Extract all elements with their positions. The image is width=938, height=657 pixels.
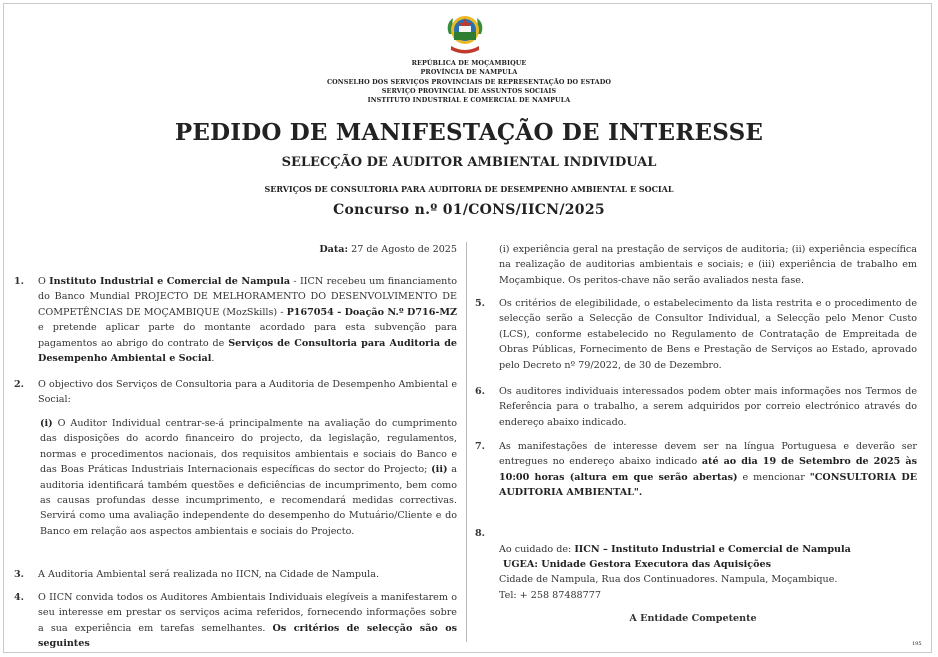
date-label: Data: — [319, 244, 349, 255]
header-line-republic: REPÚBLICA DE MOÇAMBIQUE — [411, 59, 527, 67]
street-line: Cidade de Nampula, Rua dos Continuadores. Nampula, Moçambique. — [499, 574, 838, 586]
header-line-service: SERVIÇO PROVINCIAL DE ASSUNTOS SOCIAIS — [381, 86, 557, 95]
header-line-council: CONSELHO DOS SERVIÇOS PROVINCIAIS DE REPRESENTAÇÃO DO ESTADO — [326, 77, 612, 86]
item-number-1: 1. — [14, 276, 25, 287]
item-5: Os critérios de elegibilidade, o estabelecimento da lista restrita e o procedimento de selecção serão a Selecção de Consultor Individual, a Selecção pelo Menor Custo (LCS), conforme estabelecido no Regulamento de Contratação de Empreitada de Obras Públicas, Fornecimento de Bens e Prestação de Serviços ao Estado, aprovado pelo Decreto nº 79/2022, de 30 de Dezembro. — [499, 298, 917, 371]
item-number-2: 2. — [14, 379, 25, 390]
ugea-line: UGEA: Unidade Gestora Executora das Aquisições — [503, 559, 772, 571]
date-value: 27 de Agosto de 2025 — [351, 244, 457, 255]
item-2: O objectivo dos Serviços de Consultoria para a Auditoria de Desempenho Ambiental e Social: — [38, 379, 457, 406]
concurso-number: Concurso n.º 01/CONS/IICN/2025 — [333, 202, 605, 218]
item-number-5: 5. — [475, 298, 486, 309]
service-line: SERVIÇOS DE CONSULTORIA PARA AUDITORIA DE DESEMPENHO AMBIENTAL E SOCIAL — [264, 184, 674, 194]
page-subtitle: SELECÇÃO DE AUDITOR AMBIENTAL INDIVIDUAL — [281, 155, 657, 170]
care-of-line: Ao cuidado de: IICN – Instituto Industrial e Comercial de Nampula — [499, 544, 851, 555]
item-7: As manifestações de interesse devem ser na língua Portuguesa e deverão ser entregues no endereço abaixo indicado até ao dia 19 de Setembro de 2025 às 10:00 horas (altura em que serão abertas) e mencionar "CONSULTORIA DE AUDITORIA AMBIENTAL". — [499, 441, 918, 499]
header-line-institute: INSTITUTO INDUSTRIAL E COMERCIAL DE NAMPULA — [367, 96, 571, 105]
page-number: 195 — [912, 641, 922, 647]
item-number-8: 8. — [475, 528, 486, 539]
telephone-line: Tel: + 258 87488777 — [499, 589, 601, 601]
header-line-province: PROVÍNCIA DE NAMPULA — [420, 68, 518, 77]
item-4: O IICN convida todos os Auditores Ambientais Individuais elegíveis a manifestarem o seu interesse em prestar os serviços acima referidos, fornecendo informações sobre a sua experiência em tarefas semelhantes. Os critérios de selecção são os seguintes — [38, 592, 457, 650]
item-4-continued: (i) experiência geral na prestação de serviços de auditoria; (ii) experiência específica na realização de auditorias ambientais e sociais; e (iii) experiência de trabalho em Moçambique. Os peritos-chave não serão avaliados nesta fase. — [499, 244, 917, 286]
page-title: PEDIDO DE MANIFESTAÇÃO DE INTERESSE — [174, 119, 764, 146]
item-number-4: 4. — [14, 592, 25, 603]
item-6: Os auditores individuais interessados podem obter mais informações nos Termos de Referência para o trabalho, a serem adquiridos por correio electrónico através do endereço abaixo indicado. — [499, 386, 917, 428]
item-2-subpoints: (i) O Auditor Individual centrar-se-á principalmente na avaliação do cumprimento das disposições do acordo financeiro do projecto, da legislação, regulamentos, normas e procedimentos nacionais, dos requisitos ambientais e sociais do Banco e das Boas Práticas Industriais Internacionais específicas do sector do Projecto; (ii) a auditoria identificará também questões e deficiências de incumprimento, bem como as causas profundas desse incumprimento, e recomendará medidas correctivas. Servirá como uma avaliação independente do desempenho do Mutuário/Cliente e do Banco em relação aos aspectos ambientais e sociais do Projecto. — [40, 418, 457, 537]
address-block — [499, 542, 917, 603]
item-number-7: 7. — [475, 441, 486, 452]
item-number-6: 6. — [475, 386, 486, 397]
signature: A Entidade Competente — [629, 613, 757, 624]
item-number-3: 3. — [14, 569, 25, 580]
item-3: A Auditoria Ambiental será realizada no IICN, na Cidade de Nampula. — [38, 569, 380, 580]
item-1: O Instituto Industrial e Comercial de Nampula - IICN recebeu um financiamento do Banco Mundial PROJECTO DE MELHORAMENTO DO DESENVOLVIMENTO DE COMPETÊNCIAS DE MOÇAMBIQUE (MozSkills) - P167054 - Doação N.º D716-MZ e pretende aplicar parte do montante acordado para esta subvenção para pagamentos ao abrigo do contrato de Serviços de Consultoria para Auditoria de Desempenho Ambiental e Social. — [38, 276, 458, 365]
